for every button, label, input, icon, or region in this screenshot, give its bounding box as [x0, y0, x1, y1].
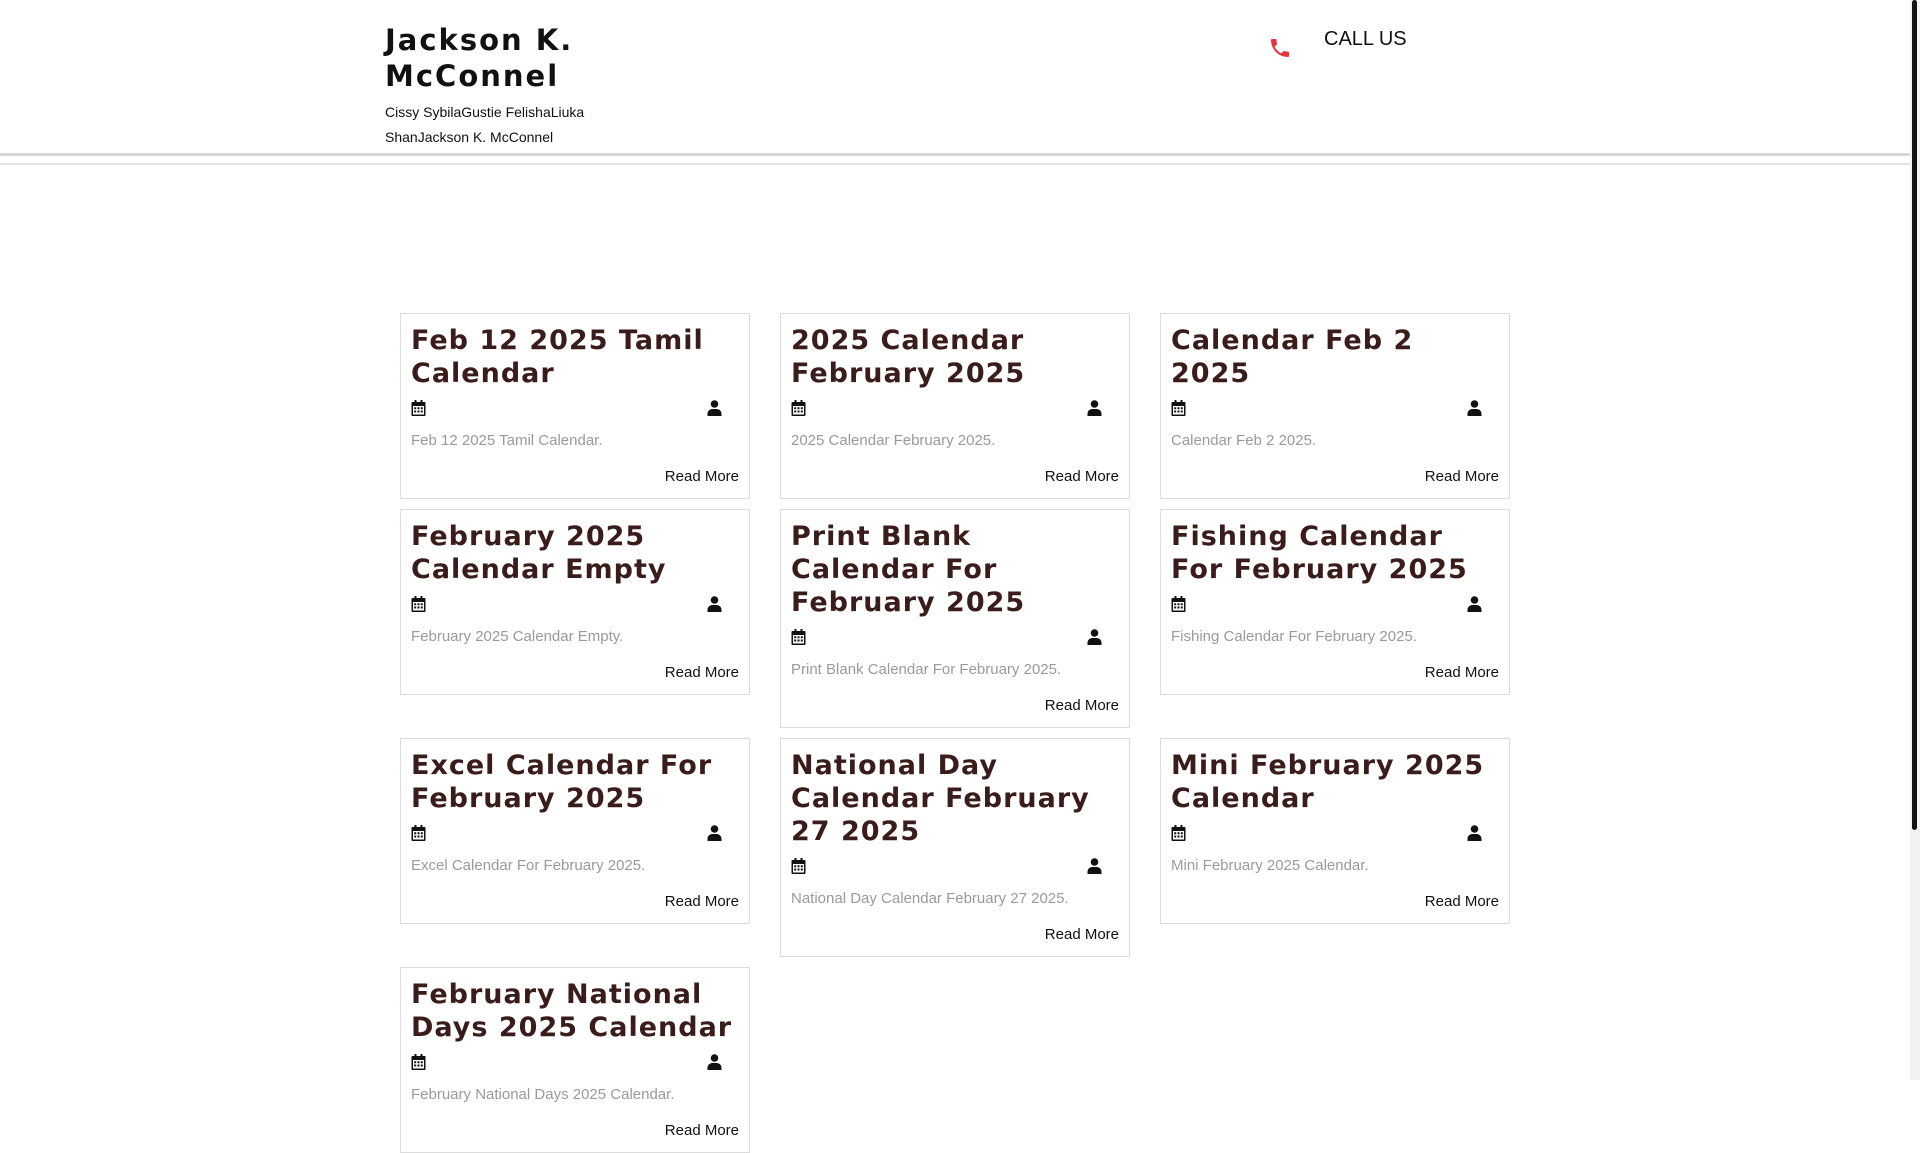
read-more-link[interactable]: Read More — [1424, 664, 1499, 681]
post-excerpt: Fishing Calendar For February 2025. — [1171, 628, 1417, 645]
site-branding — [385, 22, 625, 150]
read-more-link[interactable]: Read More — [1044, 468, 1119, 485]
post-card — [1160, 738, 1510, 924]
read-more-link[interactable]: Read More — [664, 664, 739, 681]
user-icon[interactable] — [1467, 596, 1482, 612]
calendar-icon — [791, 400, 806, 416]
read-more-link[interactable]: Read More — [1044, 697, 1119, 714]
post-footer — [411, 664, 739, 682]
user-icon[interactable] — [1467, 825, 1482, 841]
calendar-icon — [411, 400, 426, 416]
post-excerpt: Calendar Feb 2 2025. — [1171, 432, 1317, 449]
post-meta — [791, 627, 1119, 647]
post-excerpt: February National Days 2025 Calendar. — [411, 1086, 675, 1103]
post-meta — [791, 856, 1119, 876]
user-icon[interactable] — [1087, 629, 1102, 645]
phone-icon — [1268, 36, 1292, 60]
post-excerpt: Print Blank Calendar For February 2025. — [791, 661, 1062, 678]
post-footer — [1171, 893, 1499, 911]
calendar-icon — [411, 1054, 426, 1070]
post-meta — [1171, 594, 1499, 614]
read-more-link[interactable]: Read More — [1044, 926, 1119, 943]
site-title[interactable]: Jackson K. McConnel — [385, 23, 574, 93]
post-excerpt: February 2025 Calendar Empty. — [411, 628, 624, 645]
post-card — [400, 313, 750, 499]
post-footer — [791, 697, 1119, 715]
post-title[interactable]: February 2025 Calendar Empty — [411, 521, 667, 585]
calendar-icon — [791, 629, 806, 645]
post-meta — [791, 398, 1119, 418]
post-footer — [411, 1122, 739, 1140]
read-more-link[interactable]: Read More — [664, 1122, 739, 1139]
calendar-icon — [1171, 596, 1186, 612]
post-card — [400, 509, 750, 695]
call-us-label[interactable]: CALL US — [1324, 28, 1407, 50]
post-title[interactable]: Print Blank Calendar For February 2025 — [791, 521, 1026, 618]
calendar-icon — [791, 858, 806, 874]
post-meta — [411, 1052, 739, 1072]
user-icon[interactable] — [1467, 400, 1482, 416]
post-card — [400, 738, 750, 924]
read-more-link[interactable]: Read More — [664, 893, 739, 910]
post-card — [1160, 313, 1510, 499]
post-card — [780, 313, 1130, 499]
post-excerpt: National Day Calendar February 27 2025. — [791, 890, 1069, 907]
post-title[interactable]: Calendar Feb 2 2025 — [1171, 325, 1414, 389]
post-excerpt: Feb 12 2025 Tamil Calendar. — [411, 432, 603, 449]
read-more-link[interactable]: Read More — [664, 468, 739, 485]
post-meta — [411, 398, 739, 418]
post-card — [1160, 509, 1510, 695]
user-icon[interactable] — [1087, 858, 1102, 874]
post-excerpt: Mini February 2025 Calendar. — [1171, 857, 1369, 874]
post-footer — [1171, 664, 1499, 682]
post-title[interactable]: 2025 Calendar February 2025 — [791, 325, 1026, 389]
post-footer — [791, 926, 1119, 944]
post-footer — [411, 893, 739, 911]
user-icon[interactable] — [707, 825, 722, 841]
calendar-icon — [411, 825, 426, 841]
read-more-link[interactable]: Read More — [1424, 893, 1499, 910]
post-meta — [411, 594, 739, 614]
page-scrollbar[interactable] — [1910, 0, 1920, 1080]
post-grid — [400, 313, 1512, 1153]
calendar-icon — [1171, 400, 1186, 416]
post-card — [400, 967, 750, 1153]
site-header — [0, 0, 1910, 160]
post-meta — [1171, 823, 1499, 843]
post-footer — [791, 468, 1119, 486]
post-title[interactable]: Feb 12 2025 Tamil Calendar — [411, 325, 704, 389]
user-icon[interactable] — [707, 1054, 722, 1070]
header-divider — [0, 153, 1910, 156]
post-meta — [411, 823, 739, 843]
header-divider-secondary — [0, 163, 1910, 165]
user-icon[interactable] — [707, 400, 722, 416]
post-meta — [1171, 398, 1499, 418]
post-title[interactable]: National Day Calendar February 27 2025 — [791, 750, 1090, 847]
post-title[interactable]: February National Days 2025 Calendar — [411, 979, 733, 1043]
user-icon[interactable] — [707, 596, 722, 612]
call-us[interactable] — [1268, 26, 1407, 66]
post-excerpt: 2025 Calendar February 2025. — [791, 432, 996, 449]
post-card — [780, 738, 1130, 957]
user-icon[interactable] — [1087, 400, 1102, 416]
post-card — [780, 509, 1130, 728]
post-excerpt: Excel Calendar For February 2025. — [411, 857, 646, 874]
scrollbar-thumb[interactable] — [1912, 0, 1917, 830]
post-title[interactable]: Mini February 2025 Calendar — [1171, 750, 1485, 814]
post-footer — [1171, 468, 1499, 486]
site-tagline: Cissy SybilaGustie FelishaLiuka ShanJackson K. McConnel — [385, 104, 585, 145]
read-more-link[interactable]: Read More — [1424, 468, 1499, 485]
post-footer — [411, 468, 739, 486]
post-title[interactable]: Excel Calendar For February 2025 — [411, 750, 713, 814]
calendar-icon — [1171, 825, 1186, 841]
post-title[interactable]: Fishing Calendar For February 2025 — [1171, 521, 1468, 585]
calendar-icon — [411, 596, 426, 612]
